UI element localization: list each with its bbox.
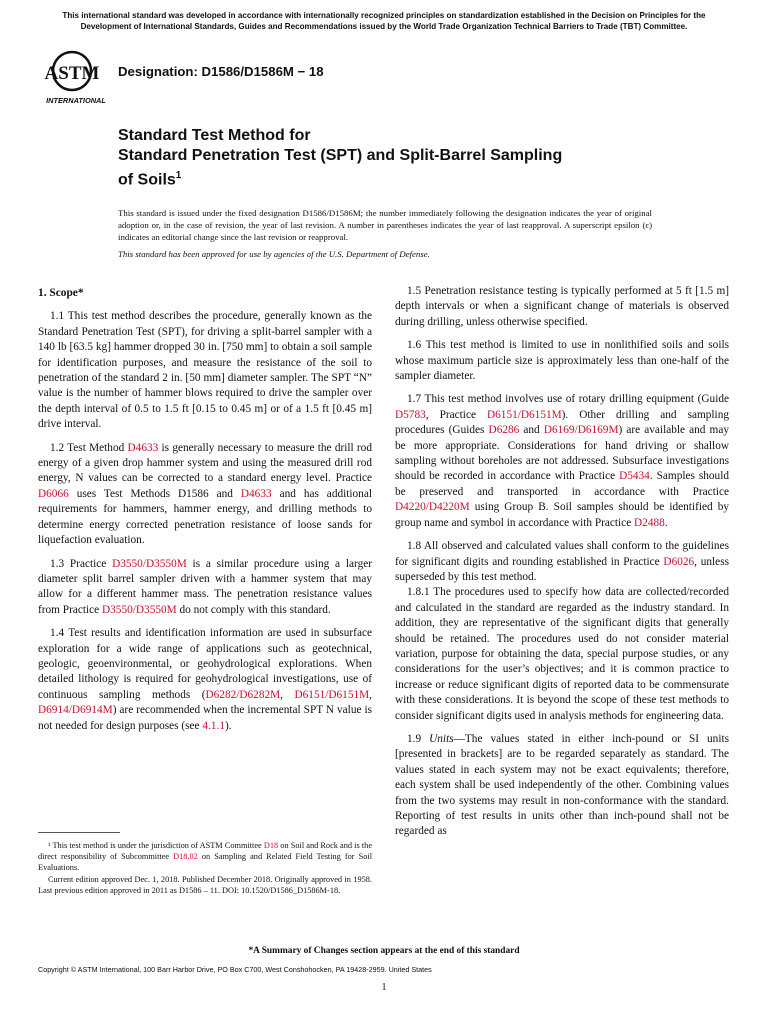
- link-d4633[interactable]: D4633: [127, 441, 159, 454]
- footnote-divider: [38, 832, 120, 833]
- paragraph-1-1: 1.1 This test method describes the procedure, generally known as the Standard Penetration Test (SPT), for driving a split-barrel sampler with a 140 lb [63.5 kg] hammer dropped 30 in. [750 mm] to obtain a soil sample for identification purposes, and measure the resistance of the soil to penetration of the standard 2 in. [50 mm] diameter sampler. The SPT “N” value is the number of hammer blows required to drive the sampler over the depth interval of 0.5 to 1.5 ft [0.15 to 0.45 m] or of a 1.5 ft [0.45 m] drive interval.: [38, 310, 372, 431]
- paragraph-1-4: 1.4 Test results and identification information are used in subsurface exploration for a wide range of applications such as geotechnical, geologic, geoenvironmental, or geohydrological explorations. When detailed lithology is required for geohydrological investigations, use of continuous sampling methods (D6282/D6282M, D6151/D6151M, D6914/D6914M) are recommended when the incremental SPT N value is not needed for design purposes (see 4.1.1).: [38, 627, 372, 732]
- paragraph-1-8-1: 1.8.1 The procedures used to specify how data are collected/recorded and calculated in the standard are regarded as the industry standard. In addition, they are representative of the significant digits that generally should be retained. The procedures used do not consider material variation, purpose for obtaining the data, special purpose studies, or any considerations for the user’s objectives; and it is common practice to increase or reduce significant digits of reported data to be commensurate with these considerations. It is beyond the scope of these test methods to consider significant digits used in analysis methods for engineering data.: [395, 586, 729, 722]
- left-column: [38, 284, 372, 742]
- logo-subtext: INTERNATIONAL: [46, 96, 106, 105]
- paragraph-1-3: 1.3 Practice D3550/D3550M is a similar procedure using a larger diameter split barrel sampler driven with a hammer system that may allow for a different hammer mass. The penetration resistance values from Practice D3550/D3550M do not comply with this standard.: [38, 557, 372, 616]
- paragraph-1-5: 1.5 Penetration resistance testing is typically performed at 5 ft [1.5 m] depth intervals or when a significant change of materials is observed during drilling, unless otherwise specified.: [395, 285, 729, 328]
- link-d6169[interactable]: D6169/D6169M: [543, 424, 619, 437]
- summary-notice: *A Summary of Changes section appears at the end of this standard: [248, 946, 520, 956]
- title-footnote-ref: 1: [175, 170, 182, 181]
- link-d3550[interactable]: D3550/D3550M: [112, 557, 187, 570]
- link-d6151[interactable]: D6151/D6151M: [486, 408, 562, 421]
- link-d6151[interactable]: D6151/D6151M: [294, 688, 370, 701]
- paragraph-1-7: 1.7 This test method involves use of rotary drilling equipment (Guide D5783, Practice D6151/D6151M). Other drilling and sampling procedures (Guides D6286 and D6169/D6169M) are available and may be more appropriate. Considerations for hand driving or shallow sampling without boreholes are not addressed. Subsurface investigations should be recorded in accordance with Practice D5434. Samples should be preserved and transported in accordance with Practice D4220/D4220M using Group B. Soil samples should be identified by group name and symbol in accordance with Practice D2488.: [395, 393, 729, 529]
- paragraph-1-6: 1.6 This test method is limited to use in nonlithified soils and soils whose maximum particle size is approximately less than one-half of the sampler diameter.: [395, 339, 729, 383]
- link-d5434[interactable]: D5434: [619, 470, 650, 483]
- link-d6282[interactable]: D6282/D6282M: [205, 688, 281, 701]
- page-number: 1: [381, 982, 387, 993]
- link-d6026[interactable]: D6026: [663, 555, 695, 568]
- link-d5783[interactable]: D5783: [395, 408, 426, 421]
- link-subcommittee-d18-02[interactable]: D18.02: [173, 852, 198, 862]
- issue-note: This standard is issued under the fixed designation D1586/D1586M; the number immediately following the designation indicates the year of original adoption or, in the case of revision, the year of last revision. A number in parentheses indicates the year of last reapproval. A superscript epsilon (ε) indicates an editorial change since the last revision or reapproval.: [118, 208, 652, 243]
- link-committee-d18[interactable]: D18: [263, 841, 279, 850]
- link-d2488[interactable]: D2488: [634, 516, 665, 529]
- intro-notes: [118, 207, 652, 264]
- footnote: [38, 840, 372, 896]
- link-d6914[interactable]: D6914/D6914M: [38, 704, 113, 717]
- link-d4220[interactable]: D4220/D4220M: [395, 501, 470, 514]
- paragraph-1-2: 1.2 Test Method D4633 is generally necessary to measure the drill rod energy of a given drop hammer system and using the measured drill rod energy, N values can be corrected to a standard energy level. Practice D6066 uses Test Methods D1586 and D4633 and has additional requirements for hammers, hammer energy, and drilling methods to determine energy corrected penetration resistance of loose sands for liquefaction evaluation.: [38, 441, 372, 547]
- approval-note: This standard has been approved for use by agencies of the U.S. Department of Defense.: [118, 248, 430, 259]
- link-d6066[interactable]: D6066: [38, 487, 69, 500]
- document-title: [118, 126, 678, 190]
- footnote-1: ¹ This test method is under the jurisdiction of ASTM Committee D18 on Soil and Rock and is the direct responsibility of Subcommittee D18.02 on Sampling and Related Field Testing for Soil Evaluations.: [38, 841, 373, 873]
- title-line-1: Standard Test Method for: [118, 127, 311, 144]
- astm-logo: [40, 47, 112, 107]
- right-column: [395, 284, 729, 848]
- link-d3550[interactable]: D3550/D3550M: [102, 603, 177, 616]
- title-line-3: of Soils: [118, 171, 176, 189]
- designation: Designation: D1586/D1586M − 18: [118, 64, 324, 79]
- paragraph-1-9: 1.9 Units—The values stated in either inch-pound or SI units [presented in brackets] are to be regarded separately as standard. The values stated in each system may not be exact equivalents; therefore, each system shall be used independently of the other. Combining values from the two systems may result in non-conformance with the standard. Reporting of test results in units other than inch-pound shall not be regarded as: [395, 732, 730, 838]
- tbt-notice: This international standard was developed in accordance with internationally recognized principles on standardization established in the Decision on Principles for the Development of International Standards, Guides and Recommendations issued by the World Trade Organization Technical Barriers to Trade (TBT) Committee.: [62, 11, 706, 31]
- title-line-2: Standard Penetration Test (SPT) and Split-Barrel Sampling: [118, 147, 563, 164]
- link-d6286[interactable]: D6286: [488, 424, 520, 437]
- units-label: Units: [429, 732, 454, 745]
- section-heading-scope: 1. Scope*: [38, 287, 84, 299]
- footnote-edition: Current edition approved Dec. 1, 2018. Published December 2018. Originally approved in 1958. Last previous edition approved in 2011 as D1586 – 11. DOI: 10.1520/D1586_D1586M-18.: [38, 874, 372, 895]
- paragraph-1-8: 1.8 All observed and calculated values shall conform to the guidelines for significant digits and rounding established in Practice D6026, unless superseded by this test method.: [395, 540, 729, 583]
- link-section-4-1-1[interactable]: 4.1.1: [202, 719, 225, 732]
- link-d4633[interactable]: D4633: [240, 487, 272, 500]
- copyright: Copyright © ASTM International, 100 Barr Harbor Drive, PO Box C700, West Conshohocken, PA 19428-2959. United States: [38, 965, 432, 974]
- logo-text: ASTM: [44, 63, 100, 84]
